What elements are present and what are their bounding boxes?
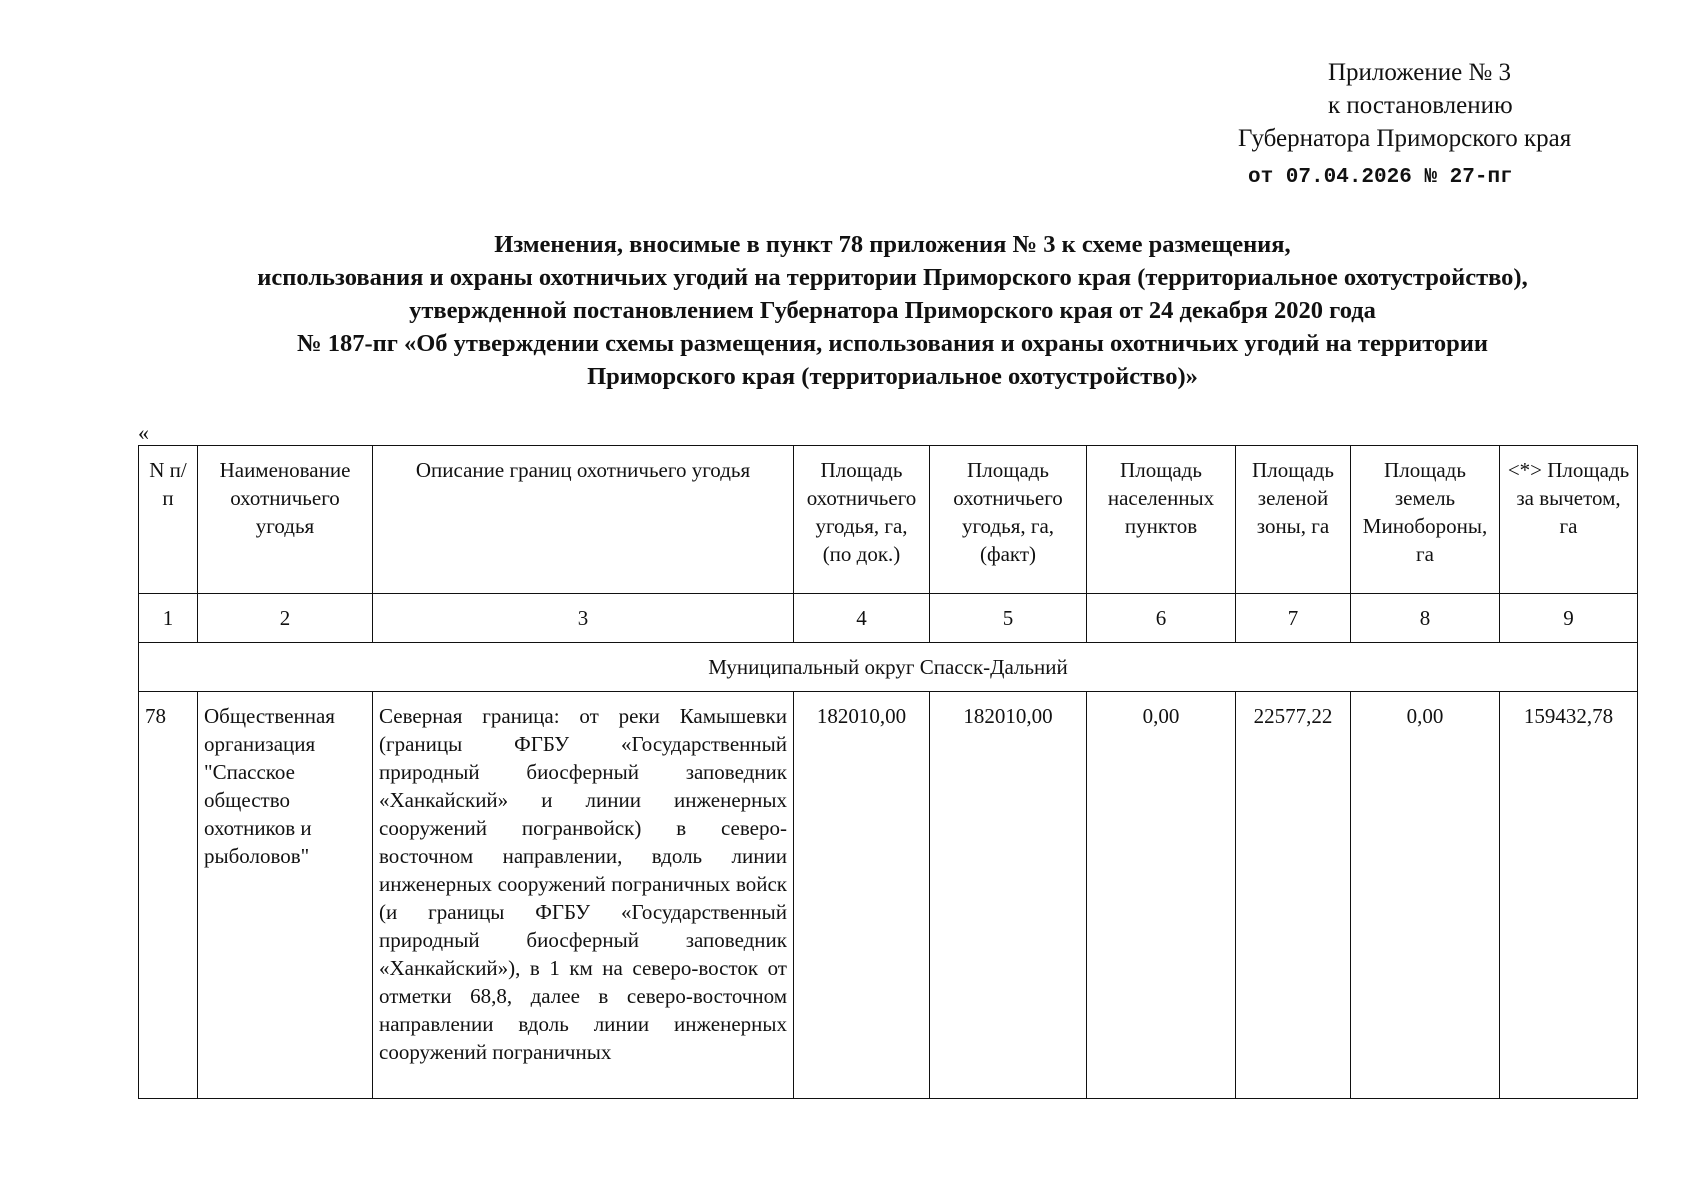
title-line-4: № 187-пг «Об утверждении схемы размещения, использования и охраны охотничьих угодий на территории bbox=[296, 330, 1489, 357]
column-number: 5 bbox=[930, 594, 1087, 643]
green-zone-area: 22577,22 bbox=[1236, 692, 1351, 1099]
title-line-5: Приморского края (территориальное охотустройство)» bbox=[587, 363, 1198, 390]
appendix-line-3: Губернатора Приморского края bbox=[1238, 125, 1572, 152]
column-number: 3 bbox=[373, 594, 794, 643]
decree-number-stamp: от 07.04.2026 № 27-пг bbox=[1248, 166, 1513, 189]
column-number: 6 bbox=[1087, 594, 1236, 643]
header-cell: Площадь населенных пунктов bbox=[1087, 446, 1236, 594]
column-number: 7 bbox=[1236, 594, 1351, 643]
hunting-ground-name: Общественная организация "Спасское общество охотников и рыболовов" bbox=[198, 692, 373, 1099]
column-number: 2 bbox=[198, 594, 373, 643]
title-line-1: Изменения, вносимые в пункт 78 приложения № 3 к схеме размещения, bbox=[494, 231, 1291, 258]
table-row bbox=[139, 692, 1638, 1099]
area-actual: 182010,00 bbox=[930, 692, 1087, 1099]
settlements-area: 0,00 bbox=[1087, 692, 1236, 1099]
defense-lands-area: 0,00 bbox=[1351, 692, 1500, 1099]
column-number: 1 bbox=[139, 594, 198, 643]
title-line-2: использования и охраны охотничьих угодий на территории Приморского края (территориальное охотустройство), bbox=[257, 264, 1528, 291]
header-cell: Описание границ охотничьего угодья bbox=[373, 446, 794, 594]
appendix-line-1: Приложение № 3 bbox=[1328, 59, 1512, 86]
header-cell: N п/п bbox=[139, 446, 198, 594]
column-number-row bbox=[139, 594, 1638, 643]
section-row bbox=[139, 643, 1638, 692]
header-cell: Площадь зеленой зоны, га bbox=[1236, 446, 1351, 594]
column-number: 8 bbox=[1351, 594, 1500, 643]
header-cell: Площадь земель Минобороны, га bbox=[1351, 446, 1500, 594]
hunting-grounds-table bbox=[138, 445, 1638, 1099]
boundary-description: Северная граница: от реки Камышевки (границы ФГБУ «Государственный природный биосферный заповедник «Ханкайский» и линии инженерных сооружений погранвойск) в северо-восточном направлении, вдоль линии инженерных сооружений пограничных войск (и границы ФГБУ «Государственный природный биосферный заповедник «Ханкайский»), в 1 км на северо-восток от отметки 68,8, далее в северо-восточном направлении вдоль линии инженерных сооружений пограничных bbox=[373, 692, 794, 1099]
section-title: Муниципальный округ Спасск-Дальний bbox=[139, 643, 1638, 692]
header-row bbox=[139, 446, 1638, 594]
appendix-block bbox=[1238, 56, 1571, 155]
column-number: 4 bbox=[794, 594, 930, 643]
header-cell: <*> Площадь за вычетом, га bbox=[1500, 446, 1638, 594]
header-cell: Площадь охотничьего угодья, га, (факт) bbox=[930, 446, 1087, 594]
header-cell: Наименование охотничьего угодья bbox=[198, 446, 373, 594]
appendix-line-2: к постановлению bbox=[1328, 92, 1513, 119]
net-area: 159432,78 bbox=[1500, 692, 1638, 1099]
header-cell: Площадь охотничьего угодья, га, (по док.) bbox=[794, 446, 930, 594]
document-title bbox=[120, 228, 1665, 393]
title-line-3: утвержденной постановлением Губернатора Приморского края от 24 декабря 2020 года bbox=[409, 297, 1376, 324]
area-by-document: 182010,00 bbox=[794, 692, 930, 1099]
row-number: 78 bbox=[139, 692, 198, 1099]
opening-quote: « bbox=[138, 420, 149, 445]
column-number: 9 bbox=[1500, 594, 1638, 643]
